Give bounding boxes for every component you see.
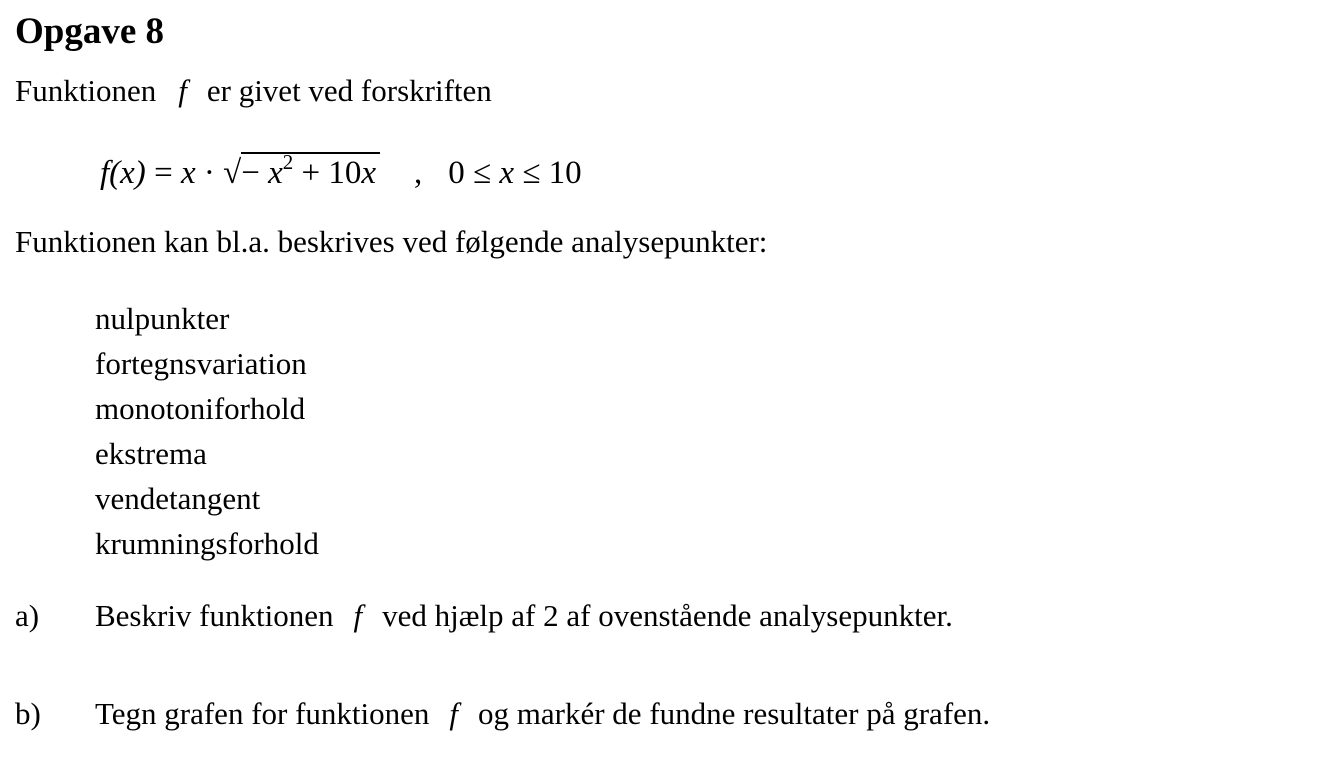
- list-item: monotoniforhold: [95, 391, 306, 426]
- domain-lower: 0 ≤: [448, 155, 500, 191]
- question-a-var: f: [353, 598, 363, 633]
- list-item: nulpunkter: [95, 301, 230, 336]
- function-formula: [100, 152, 582, 194]
- sqrt-symbol: √: [223, 155, 242, 191]
- formula-dot: ·: [195, 155, 224, 191]
- intro-before: Funktionen: [15, 73, 157, 108]
- list-item: vendetangent: [95, 481, 261, 516]
- question-b-before: Tegn grafen for funktionen: [95, 696, 430, 731]
- question-b-label: b): [15, 696, 41, 731]
- formula-x: x: [180, 155, 196, 191]
- question-b-after: og markér de fundne resultater på grafen.: [478, 696, 991, 731]
- radicand-rest: + 10: [293, 155, 362, 191]
- analysis-intro: Funktionen kan bl.a. beskrives ved følgende analysepunkter:: [15, 224, 768, 259]
- radicand-x: x: [268, 155, 283, 191]
- question-a-before: Beskriv funktionen: [95, 598, 334, 633]
- question-a-label: a): [15, 598, 40, 633]
- radicand-x2: x: [361, 155, 377, 191]
- intro-paragraph: [15, 72, 492, 110]
- radicand-minus: −: [241, 155, 269, 191]
- question-b-text: [95, 695, 990, 733]
- radicand: [241, 152, 380, 191]
- list-item: krumningsforhold: [95, 526, 319, 561]
- domain-x: x: [499, 155, 515, 191]
- list-item: ekstrema: [95, 436, 207, 471]
- radicand-exponent: 2: [282, 150, 294, 174]
- question-a-text: [95, 597, 953, 635]
- formula-equals: =: [145, 155, 181, 191]
- intro-function-var: f: [178, 73, 187, 108]
- list-item: fortegnsvariation: [95, 346, 307, 381]
- intro-after: er givet ved forskriften: [206, 73, 492, 108]
- formula-arg: (x): [109, 155, 146, 191]
- formula-f: f: [100, 155, 110, 191]
- question-a-after: ved hjælp af 2 af ovenstående analysepunkter.: [382, 598, 953, 633]
- analysis-list: [95, 296, 319, 566]
- page-title: Opgave 8: [15, 11, 165, 52]
- domain-upper: ≤ 10: [514, 155, 582, 191]
- formula-comma: ,: [414, 155, 423, 191]
- question-b-var: f: [449, 696, 459, 731]
